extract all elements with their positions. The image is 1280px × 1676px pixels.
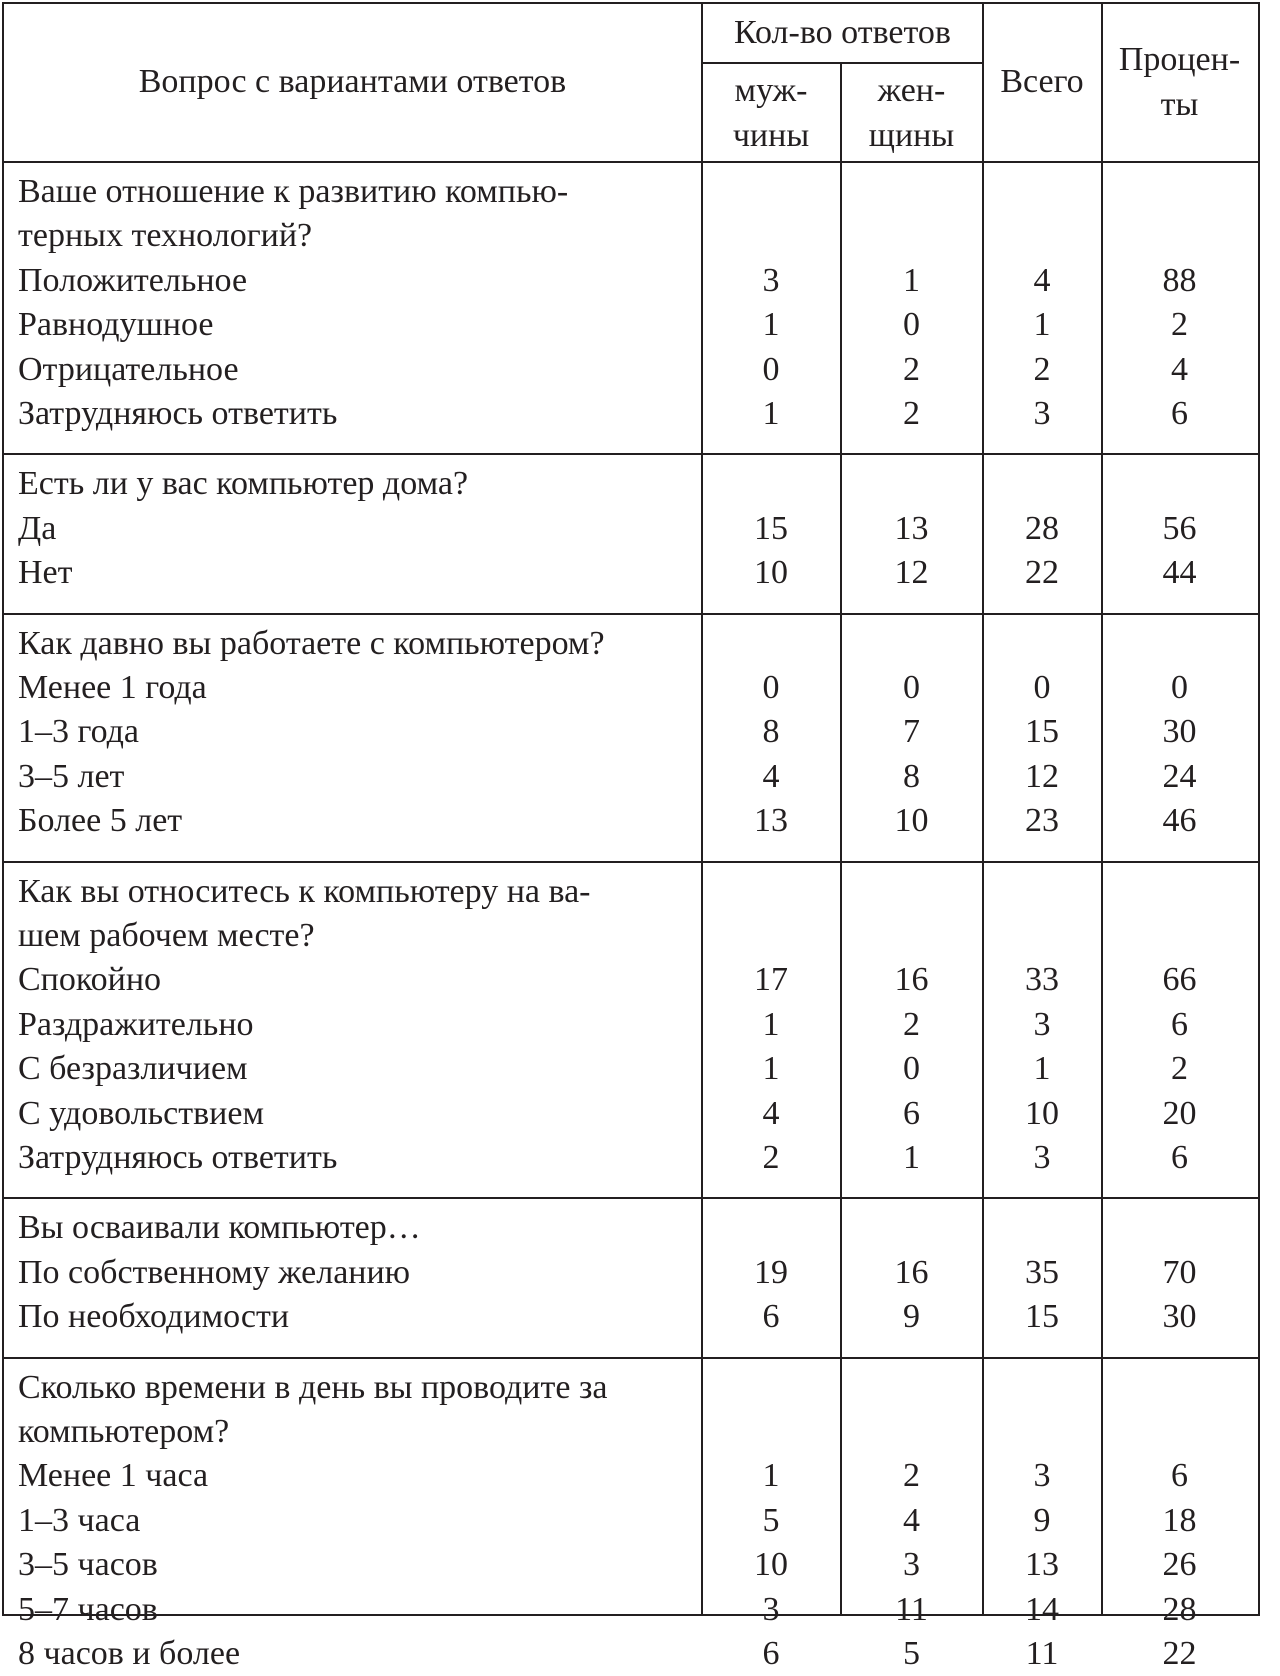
women-value: 4 (903, 1501, 920, 1539)
women-value: 8 (903, 757, 920, 795)
percent-value: 6 (1171, 1457, 1188, 1495)
question-text: Как давно вы работаете с компьютером? (18, 624, 605, 662)
men-value: 10 (754, 554, 788, 592)
answer-label: По собственному желанию (18, 1253, 411, 1291)
total-value: 3 (1033, 1139, 1051, 1176)
percent-value: 46 (1162, 802, 1197, 840)
women-value: 7 (903, 713, 920, 751)
men-value: 10 (754, 1546, 788, 1584)
total-value: 35 (1025, 1253, 1059, 1291)
men-value: 6 (762, 1298, 780, 1336)
percent-value: 20 (1162, 1094, 1197, 1132)
answer-label: С удовольствием (18, 1094, 264, 1132)
percent-value: 30 (1162, 1298, 1197, 1336)
men-value: 1 (762, 306, 780, 344)
total-value: 15 (1025, 713, 1059, 751)
answer-label: 8 часов и более (18, 1635, 241, 1672)
women-value: 2 (903, 1457, 920, 1495)
total-value: 33 (1025, 961, 1059, 999)
women-value: 2 (903, 350, 920, 388)
women-value: 0 (903, 669, 920, 706)
percent-value: 24 (1162, 757, 1197, 795)
percent-value: 30 (1162, 713, 1197, 751)
total-value: 11 (1025, 1635, 1059, 1672)
men-value: 3 (762, 1590, 780, 1628)
total-value: 1 (1033, 1050, 1051, 1088)
percent-value: 18 (1162, 1501, 1197, 1539)
total-value: 0 (1033, 669, 1051, 706)
answer-label: Положительное (18, 261, 248, 299)
men-value: 5 (762, 1501, 780, 1539)
men-value: 4 (762, 757, 780, 795)
answer-label: С безразличием (18, 1050, 248, 1088)
total-value: 2 (1033, 350, 1051, 388)
women-value: 16 (894, 961, 929, 999)
women-value: 9 (903, 1298, 920, 1336)
answer-label: Спокойно (18, 961, 162, 999)
percent-value: 22 (1162, 1635, 1197, 1672)
percent-value: 2 (1171, 306, 1188, 344)
answer-label: 1–3 часа (18, 1501, 141, 1539)
percent-value: 66 (1162, 961, 1197, 999)
total-value: 23 (1025, 802, 1059, 840)
question-text: Есть ли у вас компьютер дома? (18, 465, 469, 503)
percent-value: 28 (1162, 1590, 1197, 1628)
women-value: 2 (903, 1005, 920, 1043)
question-text: Ваше отношение к развитию компью- (18, 173, 569, 210)
men-value: 19 (754, 1253, 788, 1291)
survey-table (2, 2, 1260, 1672)
answer-label: 3–5 лет (18, 757, 125, 795)
men-value: 0 (762, 350, 780, 388)
question-text: Вы осваивали компьютер… (18, 1209, 421, 1247)
men-value: 13 (754, 802, 788, 840)
question-text: Сколько времени в день вы проводите за (18, 1368, 608, 1406)
men-value: 17 (754, 961, 788, 999)
header-men-line2: чины (732, 117, 810, 154)
section-divider (4, 453, 1258, 455)
answer-label: Менее 1 часа (18, 1457, 209, 1495)
header-count-group: Кол-во ответов (734, 14, 951, 51)
percent-value: 0 (1171, 669, 1188, 706)
women-value: 16 (894, 1253, 929, 1291)
total-value: 12 (1025, 757, 1059, 795)
percent-value: 2 (1171, 1050, 1188, 1088)
total-value: 28 (1025, 509, 1059, 547)
question-text: Как вы относитесь к компьютеру на ва- (18, 872, 591, 910)
header-women-line1: жен- (877, 72, 946, 109)
women-value: 13 (894, 509, 929, 547)
percent-value: 44 (1162, 554, 1197, 592)
answer-label: По необходимости (18, 1298, 290, 1336)
answer-label: Равнодушное (18, 306, 214, 344)
men-value: 3 (762, 261, 780, 299)
men-value: 15 (754, 509, 788, 547)
women-value: 10 (894, 802, 929, 840)
question-text: компьютером? (18, 1413, 230, 1450)
section-divider (4, 613, 1258, 615)
percent-value: 70 (1162, 1253, 1197, 1291)
header-question: Вопрос с вариантами ответов (138, 63, 567, 100)
men-value: 8 (762, 713, 780, 751)
answer-label: Затрудняюсь ответить (18, 395, 338, 432)
total-value: 3 (1033, 1457, 1051, 1495)
header-percent-line1: Процен- (1118, 41, 1241, 78)
men-value: 0 (762, 669, 780, 706)
header-women-line2: щины (868, 117, 955, 154)
total-value: 3 (1033, 1005, 1051, 1043)
divider-count-subheader (701, 62, 984, 64)
answer-label: Раздражительно (18, 1005, 254, 1043)
total-value: 15 (1025, 1298, 1059, 1336)
percent-value: 6 (1171, 1139, 1188, 1176)
men-value: 1 (762, 1005, 780, 1043)
men-value: 2 (762, 1139, 780, 1176)
men-value: 6 (762, 1635, 780, 1672)
answer-label: Затрудняюсь ответить (18, 1139, 338, 1176)
men-value: 4 (762, 1094, 780, 1132)
men-value: 1 (762, 1050, 780, 1088)
answer-label: 1–3 года (18, 713, 140, 751)
header-percent-line2: ты (1160, 86, 1199, 123)
percent-value: 56 (1162, 509, 1197, 547)
answer-label: Менее 1 года (18, 669, 207, 706)
section-divider (4, 1197, 1258, 1199)
women-value: 0 (903, 306, 920, 344)
section-divider (4, 1357, 1258, 1359)
women-value: 3 (903, 1546, 920, 1584)
question-text: терных технологий? (18, 217, 313, 255)
answer-label: Отрицательное (18, 350, 239, 388)
women-value: 6 (903, 1094, 920, 1132)
question-text: шем рабочем месте? (18, 917, 315, 954)
women-value: 11 (895, 1590, 928, 1628)
percent-value: 88 (1162, 261, 1197, 299)
percent-value: 6 (1171, 395, 1188, 432)
section-divider (4, 861, 1258, 863)
total-value: 9 (1033, 1501, 1051, 1539)
total-value: 3 (1033, 395, 1051, 432)
percent-value: 26 (1162, 1546, 1197, 1584)
women-value: 12 (894, 554, 929, 592)
answer-label: 3–5 часов (18, 1546, 158, 1584)
women-value: 1 (903, 261, 920, 299)
men-value: 1 (762, 395, 780, 432)
percent-value: 6 (1171, 1005, 1188, 1043)
answer-label: 5–7 часов (18, 1590, 158, 1628)
answer-label: Да (18, 509, 57, 547)
women-value: 2 (903, 395, 920, 432)
total-value: 1 (1033, 306, 1051, 344)
men-value: 1 (762, 1457, 780, 1495)
women-value: 0 (903, 1050, 920, 1088)
total-value: 13 (1025, 1546, 1059, 1584)
header-men-line1: муж- (734, 72, 808, 109)
total-value: 4 (1033, 261, 1051, 299)
divider-header-bottom (4, 161, 1258, 163)
total-value: 10 (1025, 1094, 1059, 1132)
answer-label: Более 5 лет (18, 802, 183, 840)
total-value: 22 (1025, 554, 1059, 592)
women-value: 5 (903, 1635, 920, 1672)
header-total: Всего (1000, 63, 1084, 100)
answer-label: Нет (18, 554, 73, 592)
women-value: 1 (903, 1139, 920, 1176)
total-value: 14 (1025, 1590, 1059, 1628)
percent-value: 4 (1171, 350, 1188, 388)
